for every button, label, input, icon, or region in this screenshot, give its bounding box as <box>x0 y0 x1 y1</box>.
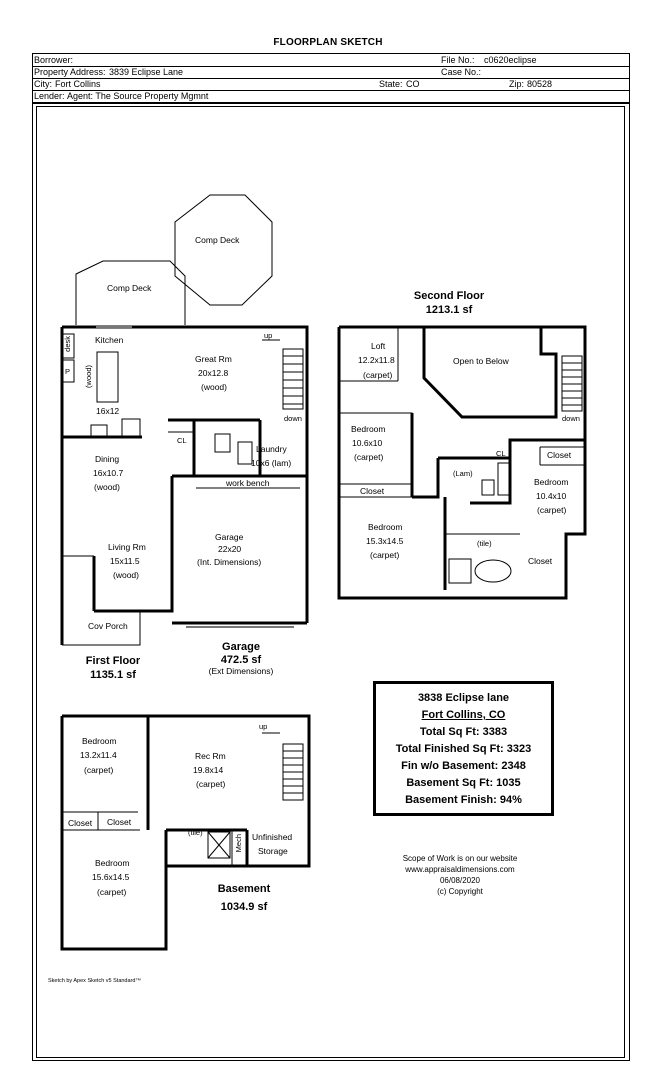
file-no-value: c0620eclipse <box>484 55 537 65</box>
loft-label: Loft <box>371 341 386 351</box>
borrower-label: Borrower: <box>34 55 74 65</box>
document-title: FLOORPLAN SKETCH <box>273 37 383 48</box>
second-floor-area: 1213.1 sf <box>425 304 473 316</box>
bedroom-bsmt-1-label: Bedroom <box>82 736 117 746</box>
dining-dimensions: 16x10.7 <box>93 468 124 478</box>
desk-label: desk <box>63 336 72 352</box>
zip-label: Zip: <box>509 79 525 89</box>
first-floor-stairs-up: up <box>264 331 273 340</box>
work-bench-label: work bench <box>226 478 270 488</box>
living-room-dimensions: 15x11.5 <box>110 556 140 566</box>
file-no-label: File No.: <box>441 55 475 65</box>
kitchen-dimensions: 16x12 <box>96 406 120 416</box>
state-label: State: <box>379 79 403 89</box>
dining-label: Dining <box>95 454 120 464</box>
basement-stairs-up: up <box>259 722 268 731</box>
living-room-label: Living Rm <box>108 542 146 552</box>
great-room-label: Great Rm <box>195 354 232 364</box>
zip-value: 80528 <box>527 79 553 89</box>
kitchen-label: Kitchen <box>95 335 124 345</box>
scope-of-work-note <box>380 853 540 897</box>
scope-line-2: www.appraisaldimensions.com <box>405 865 515 874</box>
comp-deck-upper-label: Comp Deck <box>195 235 240 245</box>
master-bedroom-label: Bedroom <box>368 522 403 532</box>
master-bedroom-dimensions: 15.3x14.5 <box>366 536 404 546</box>
garage-dimensions: 22x20 <box>218 544 242 554</box>
city-value: Fort Collins <box>55 79 101 89</box>
property-address-label: Property Address: <box>34 67 106 77</box>
summary-total-finished: Total Finished Sq Ft: 3323 <box>395 743 532 755</box>
closet-2f-1-label: Closet <box>360 486 385 496</box>
great-room-dimensions: 20x12.8 <box>198 368 229 378</box>
laundry-dimensions: 10x6 (lam) <box>251 458 292 468</box>
first-floor-stairs-down: down <box>284 414 302 423</box>
bedroom-2f-2-floor: (carpet) <box>537 505 567 515</box>
bedroom-bsmt-2-dimensions: 15.6x14.5 <box>92 872 130 882</box>
garage-title: Garage <box>222 641 260 653</box>
bedroom-2f-1-label: Bedroom <box>351 424 386 434</box>
summary-fin-wo-basement: Fin w/o Basement: 2348 <box>401 760 526 772</box>
bedroom-bsmt-1-floor: (carpet) <box>84 765 114 775</box>
basement-bath-tile: (tile) <box>188 828 203 837</box>
property-address-value: 3839 Eclipse Lane <box>109 67 184 77</box>
garage-room-label: Garage <box>215 532 244 542</box>
bedroom-bsmt-2-label: Bedroom <box>95 858 130 868</box>
lender-value: Agent: The Source Property Mgmnt <box>67 91 209 101</box>
case-no-label: Case No.: <box>441 67 482 77</box>
living-room-floor: (wood) <box>113 570 139 580</box>
comp-deck-upper <box>175 195 272 305</box>
sketch-software-credit: Sketch by Apex Sketch v5 Standard™ <box>48 978 141 984</box>
bedroom-bsmt-2-floor: (carpet) <box>97 887 127 897</box>
first-floor-title: First Floor <box>85 655 141 667</box>
pantry-label: P <box>65 367 71 376</box>
kitchen-island-floor: (wood) <box>84 365 93 388</box>
mech-label: Mech <box>234 834 243 853</box>
summary-basement-finish: Basement Finish: 94% <box>405 794 522 806</box>
second-floor-stairs-down: down <box>562 414 580 423</box>
bedroom-2f-1-floor: (carpet) <box>354 452 384 462</box>
garage-int-note: (Int. Dimensions) <box>197 557 262 567</box>
dining-floor: (wood) <box>94 482 120 492</box>
rec-room-floor: (carpet) <box>196 779 226 789</box>
rec-room-label: Rec Rm <box>195 751 226 761</box>
city-label: City: <box>34 79 52 89</box>
lender-label: Lender: <box>34 91 65 101</box>
garage-ext-note: (Ext Dimensions) <box>208 666 274 676</box>
summary-city: Fort Collins, CO <box>421 709 506 721</box>
master-bath-tile-label: (tile) <box>477 539 492 548</box>
scope-line-3: 06/08/2020 <box>439 876 481 885</box>
open-to-below-label: Open to Below <box>453 356 509 366</box>
unfinished-label: Unfinished <box>252 832 293 842</box>
basement-title: Basement <box>217 883 271 895</box>
bedroom-2f-1-dimensions: 10.6x10 <box>352 438 383 448</box>
basement-area: 1034.9 sf <box>220 901 268 913</box>
loft-floor: (carpet) <box>363 370 393 380</box>
state-value: CO <box>406 79 420 89</box>
garage-area: 472.5 sf <box>220 654 262 666</box>
summary-box <box>373 681 554 816</box>
loft-dimensions: 12.2x11.8 <box>358 355 395 365</box>
closet-2f-cl-label: CL <box>496 449 506 458</box>
closet-bsmt-1-label: Closet <box>68 818 93 828</box>
comp-deck-lower-label: Comp Deck <box>107 283 152 293</box>
bath-lam-label: (Lam) <box>453 469 473 478</box>
coat-closet-label: CL <box>177 436 187 445</box>
scope-line-1: Scope of Work is on our website <box>402 854 518 863</box>
rec-room-dimensions: 19.8x14 <box>193 765 224 775</box>
bedroom-2f-2-dimensions: 10.4x10 <box>536 491 567 501</box>
summary-basement-sqft: Basement Sq Ft: 1035 <box>406 777 521 789</box>
storage-label: Storage <box>258 846 288 856</box>
bedroom-2f-2-label: Bedroom <box>534 477 569 487</box>
closet-bsmt-2-label: Closet <box>107 817 132 827</box>
summary-address: 3838 Eclipse lane <box>417 692 510 704</box>
covered-porch-label: Cov Porch <box>88 621 128 631</box>
summary-total-sqft: Total Sq Ft: 3383 <box>419 726 508 738</box>
first-floor-area: 1135.1 sf <box>90 669 136 681</box>
master-bedroom-floor: (carpet) <box>370 550 400 560</box>
great-room-floor: (wood) <box>201 382 227 392</box>
second-floor-title: Second Floor <box>413 290 485 302</box>
scope-line-4: (c) Copyright <box>437 887 483 896</box>
closet-2f-3-label: Closet <box>528 556 553 566</box>
closet-2f-2-label: Closet <box>547 450 572 460</box>
laundry-label: Laundry <box>256 444 287 454</box>
bedroom-bsmt-1-dimensions: 13.2x11.4 <box>80 750 117 760</box>
